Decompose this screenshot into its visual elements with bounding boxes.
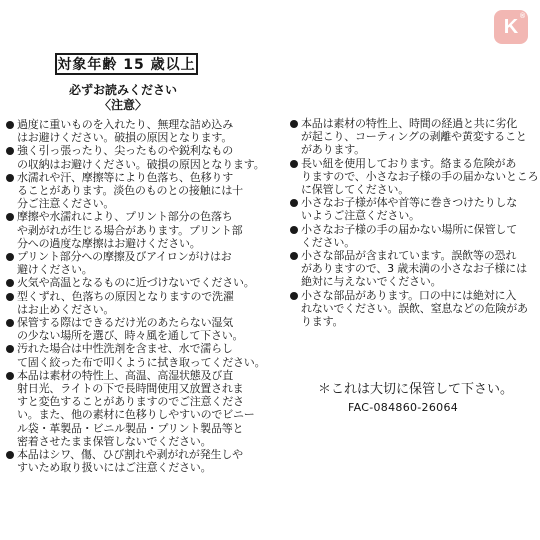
caution-line: 型くずれ、色落ちの原因となりますので洗濯 [17, 289, 234, 303]
caution-line: 避けください。 [17, 263, 93, 277]
caution-item [6, 144, 265, 171]
caution-item [6, 448, 254, 474]
caution-item [6, 210, 254, 250]
caution-line: すいため取り扱いにはご注意ください。 [17, 461, 212, 475]
caution-line: が起こり、コーティングの剥離や黄変すること [301, 130, 527, 144]
caution-item [290, 117, 534, 157]
caution-line: 本品は素材の特性上、時間の経過と共に劣化 [301, 117, 517, 130]
caution-line: ります。 [301, 315, 344, 329]
caution-line: 摩擦や水濡れにより、プリント部分の色落ち [17, 210, 233, 224]
caution-line: れないでください。誤飲、窒息などの危険があ [301, 301, 528, 315]
caution-line: いようご注意ください。 [301, 209, 420, 223]
caution-item [290, 223, 534, 249]
k-logo-icon [494, 10, 528, 44]
right-caution-list [290, 117, 539, 329]
caution-line: ル袋・革製品・ビニル製品・プリント製品等と [17, 421, 244, 435]
caution-line: や剥がれが生じる場合があります。プリント部 [17, 223, 243, 237]
caution-line: 小さな部品が含まれています。誤飲等の恐れ [301, 249, 517, 263]
caution-line: の収納はお避けください。破損の原因となります。 [17, 157, 265, 171]
caution-line: 密着させたまま保管しないでください。 [17, 434, 212, 448]
caution-line: ることがあります。淡色のものとの接触には十 [17, 184, 243, 198]
caution-line: があります。 [301, 143, 365, 157]
caution-line: はお避けください。破損の原因となります。 [17, 131, 233, 145]
caution-item [290, 249, 534, 289]
caution-line: の少ない場所を選び、時々風を通して下さい。 [17, 329, 244, 343]
caution-line: 小さなお子様が体や首等に巻きつけたりしな [301, 196, 517, 210]
left-caution-list [6, 118, 266, 475]
caution-item [290, 289, 534, 329]
caution-line: 長い紐を使用しております。絡まる危険があ [301, 156, 517, 170]
caution-item [290, 156, 539, 197]
caution-line: 射日光、ライトの下で長時間使用又放置されま [17, 382, 244, 396]
logo-text: K [503, 15, 519, 38]
product-code: FAC-084860-26064 [348, 401, 459, 414]
age-rating-label: 対象年齢 15 歳以上 [57, 57, 196, 73]
caution-item [6, 316, 254, 342]
caution-line: プリント部分への摩擦及びアイロンがけはお [17, 250, 232, 264]
caution-item [6, 290, 254, 316]
read-notice-heading: 必ずお読みください [68, 83, 177, 97]
caution-line: ください。 [301, 235, 355, 249]
caution-item [290, 196, 534, 222]
caution-line: はお止めください。 [17, 302, 115, 316]
caution-item [6, 250, 254, 276]
caution-line: 本品はシワ、傷、ひび割れや剥がれが発生しや [17, 448, 243, 462]
caution-line: 小さな部品があります。口の中には絶対に入 [301, 288, 517, 302]
caution-line: い。また、他の素材に色移りしやすいのでビニー [17, 408, 255, 422]
caution-item [6, 118, 254, 144]
caution-line: 水濡れや汗、摩擦等により色落ち、色移りす [17, 170, 233, 184]
age-rating-box [55, 53, 198, 75]
caution-line: 過度に重いものを入れたり、無理な詰め込み [17, 118, 233, 131]
caution-item [6, 369, 254, 448]
caution-line: 分ご注意ください。 [17, 197, 115, 211]
caution-line: がありますので、3 歳未満の小さなお子様には [301, 262, 527, 276]
caution-line: りますので、小さなお子様の手の届かないところ [301, 169, 539, 183]
caution-line: 分への過度な摩擦はお避けください。 [17, 236, 201, 250]
storage-note: ＊これは大切に保管して下さい。 [318, 382, 514, 397]
caution-line: 本品は素材の特性上、高温、高湿状態及び直 [17, 368, 233, 382]
caution-item [6, 342, 266, 369]
registered-mark: ® [520, 12, 526, 20]
k-logo-letter [503, 12, 526, 39]
caution-item [6, 276, 254, 289]
caution-heading: 〈注意〉 [98, 98, 147, 112]
caution-line: 小さなお子様の手の届かない場所に保管して [301, 222, 517, 236]
caution-line: 強く引っ張ったり、尖ったものや鋭利なもの [17, 144, 233, 158]
caution-line: すと変色することがありますのでご注意くださ [17, 395, 244, 409]
caution-line: に保管してください。 [301, 183, 409, 197]
caution-line: て固く絞った布で叩くように拭き取ってください。 [17, 355, 266, 369]
caution-line: 汚れた場合は中性洗剤を含ませ、水で濡らし [17, 342, 233, 356]
caution-line: 保管する際はできるだけ光のあたらない湿気 [17, 316, 233, 330]
caution-line: 火気や高温となるものに近づけないでください。 [17, 276, 255, 290]
caution-item [6, 171, 254, 211]
caution-line: 絶対に与えないでください。 [301, 275, 442, 289]
